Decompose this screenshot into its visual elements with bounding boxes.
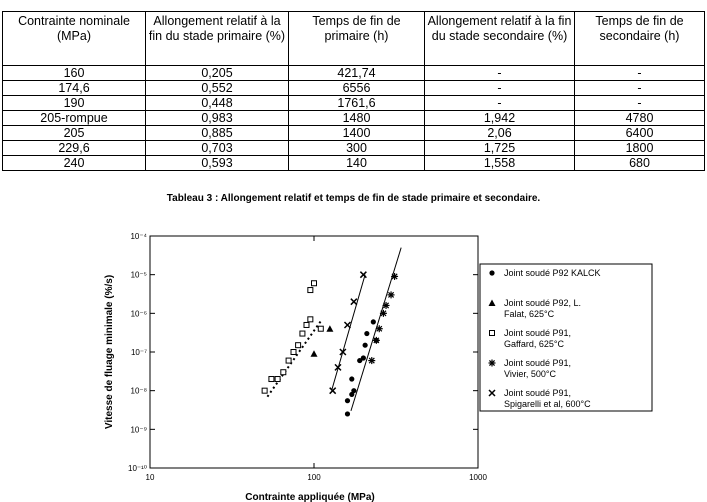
x-tick-label: 1000 (469, 473, 487, 482)
cell-secondary-elongation: 1,558 (425, 156, 575, 171)
data-point-x (360, 272, 366, 278)
y-tick-label: 10⁻⁶ (130, 309, 147, 319)
data-point-square (269, 377, 274, 382)
cell-primary-elongation: 0,983 (146, 111, 289, 126)
y-tick-label: 10⁻⁴ (130, 232, 147, 241)
cell-stress: 205 (3, 126, 146, 141)
data-point-square (304, 322, 309, 327)
trend-line (267, 319, 322, 396)
axis-ticks (128, 232, 487, 482)
cell-primary-elongation: 0,205 (146, 66, 289, 81)
cell-secondary-elongation: - (425, 81, 575, 96)
cell-primary-elongation: 0,703 (146, 141, 289, 156)
cell-secondary-elongation: 2,06 (425, 126, 575, 141)
data-point-star (380, 310, 387, 317)
legend-marker-circle (489, 270, 494, 275)
cell-secondary-time: 6400 (575, 126, 705, 141)
data-point-x (351, 299, 357, 305)
cell-stress: 190 (3, 96, 146, 111)
cell-secondary-elongation: 1,725 (425, 141, 575, 156)
data-point-star (391, 273, 398, 280)
data-point-square (308, 317, 313, 322)
data-point-triangle (326, 325, 333, 332)
header-nominal-stress: Contrainte nominale (MPa) (3, 12, 146, 66)
cell-secondary-time: - (575, 66, 705, 81)
data-point-star (368, 357, 375, 364)
cell-primary-time: 421,74 (289, 66, 425, 81)
table-caption: Tableau 3 : Allongement relatif et temps de fin de stade primaire et secondaire. (166, 193, 541, 204)
data-point-x (344, 322, 350, 328)
header-secondary-elongation: Allongement relatif à la fin du stade secondaire (%) (425, 12, 575, 66)
cell-primary-time: 140 (289, 156, 425, 171)
cell-primary-time: 6556 (289, 81, 425, 96)
data-point-circle (345, 398, 350, 403)
cell-primary-time: 1761,6 (289, 96, 425, 111)
cell-secondary-time: 4780 (575, 111, 705, 126)
data-point-square (286, 358, 291, 363)
data-point-square (291, 350, 296, 355)
cell-secondary-elongation: - (425, 96, 575, 111)
data-point-star (376, 325, 383, 332)
data-point-circle (371, 319, 376, 324)
data-point-triangle (311, 350, 318, 357)
cell-stress: 240 (3, 156, 146, 171)
cell-primary-time: 1480 (289, 111, 425, 126)
x-tick-label: 10 (145, 473, 155, 482)
cell-primary-elongation: 0,593 (146, 156, 289, 171)
cell-stress: 174,6 (3, 81, 146, 96)
data-point-circle (349, 376, 354, 381)
y-tick-label: 10⁻⁷ (130, 348, 147, 357)
header-primary-time: Temps de fin de primaire (h) (289, 12, 425, 66)
data-point-square (312, 281, 317, 286)
data-point-star (388, 291, 395, 298)
cell-secondary-time: 680 (575, 156, 705, 171)
data-point-star (383, 302, 390, 309)
data-point-circle (363, 343, 368, 348)
data-point-square (262, 388, 267, 393)
data-point-star (373, 337, 380, 344)
cell-stress: 160 (3, 66, 146, 81)
legend-marker-star (489, 360, 496, 367)
header-secondary-time: Temps de fin de secondaire (h) (575, 12, 705, 66)
y-tick-label: 10⁻⁹ (130, 425, 147, 435)
legend-label: Joint soudé P92, L. Falat, 625°C (504, 298, 582, 319)
trend-line (332, 275, 366, 391)
cell-secondary-time: - (575, 96, 705, 111)
y-axis-title: Vitesse de fluage minimale (%/s) (104, 274, 115, 430)
header-primary-elongation: Allongement relatif à la fin du stade primaire (%) (146, 12, 289, 66)
legend-label: Joint soudé P91, Vivier, 500°C (504, 358, 572, 379)
cell-primary-time: 1400 (289, 126, 425, 141)
data-points (262, 272, 398, 417)
legend-label: Joint soudé P91, Spigarelli et al, 600°C (504, 388, 591, 409)
y-tick-label: 10⁻⁸ (130, 386, 147, 396)
x-axis-title: Contrainte appliquée (MPa) (245, 492, 375, 502)
y-tick-label: 10⁻⁵ (130, 270, 147, 280)
cell-primary-elongation: 0,885 (146, 126, 289, 141)
legend-label: Joint soudé P91, Gaffard, 625°C (504, 328, 572, 349)
data-point-circle (361, 355, 366, 360)
data-point-circle (364, 331, 369, 336)
cell-secondary-elongation: - (425, 66, 575, 81)
legend-marker-square (490, 331, 495, 336)
cell-primary-time: 300 (289, 141, 425, 156)
cell-stress: 205-rompue (3, 111, 146, 126)
data-point-square (296, 343, 301, 348)
cell-stress: 229,6 (3, 141, 146, 156)
cell-secondary-time: 1800 (575, 141, 705, 156)
x-tick-label: 100 (307, 473, 321, 482)
data-point-square (300, 331, 305, 336)
data-point-square (275, 377, 280, 382)
data-point-square (308, 288, 313, 293)
cell-primary-elongation: 0,552 (146, 81, 289, 96)
data-point-square (318, 326, 323, 331)
cell-primary-elongation: 0,448 (146, 96, 289, 111)
cell-secondary-time: - (575, 81, 705, 96)
data-point-circle (351, 388, 356, 393)
data-point-circle (345, 411, 350, 416)
y-tick-label: 10⁻¹⁰ (128, 464, 147, 473)
data-point-square (281, 370, 286, 375)
chart-legend (480, 264, 652, 411)
legend-label: Joint soudé P92 KALCK (504, 268, 601, 278)
cell-secondary-elongation: 1,942 (425, 111, 575, 126)
